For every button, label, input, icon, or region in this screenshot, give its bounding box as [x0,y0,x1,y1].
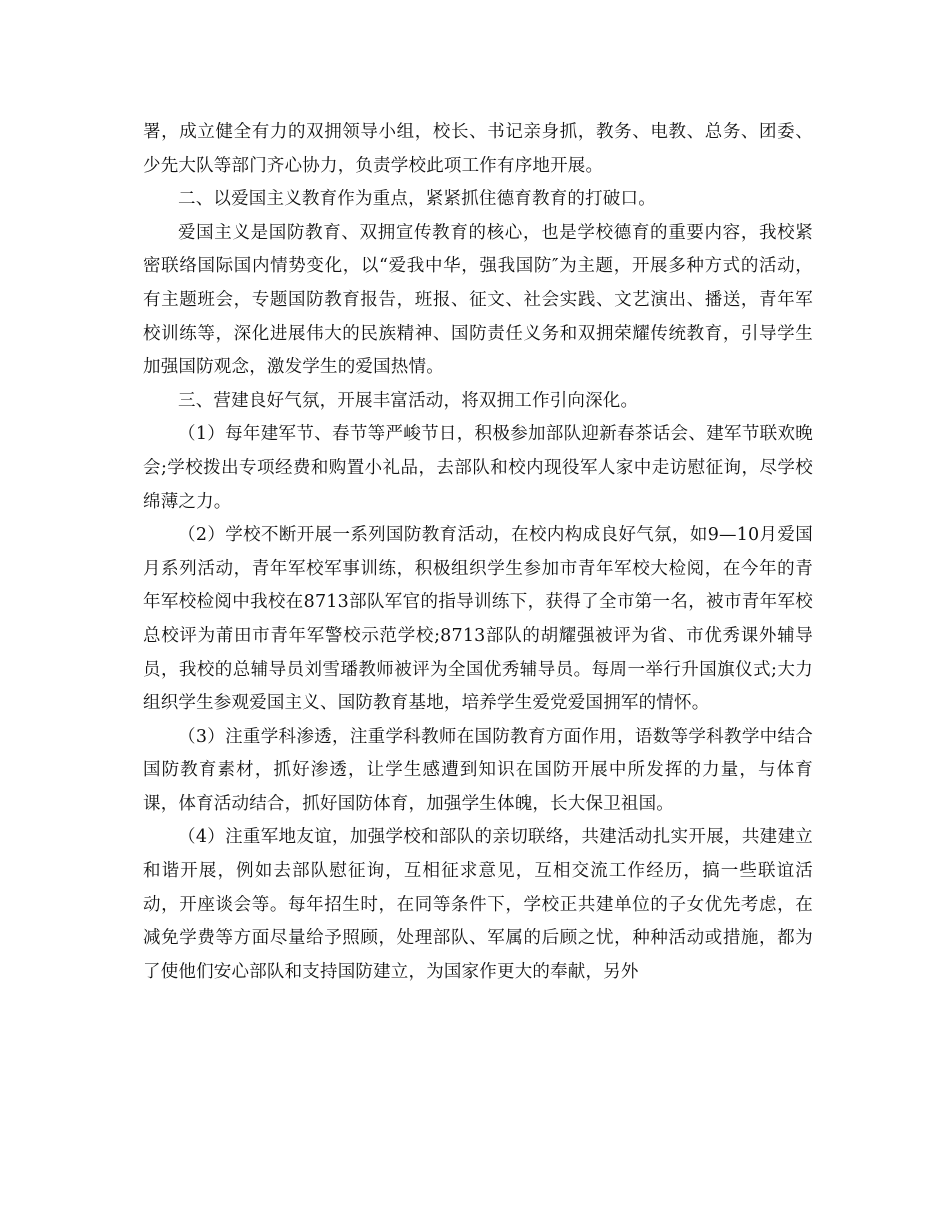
document-body [143,116,813,989]
list-item-1: （1）每年建军节、春节等严峻节日，积极参加部队迎新春茶话会、建军节联欢晚会;学校拨出专项经费和购置小礼品，去部队和校内现役军人家中走访慰征询，尽学校绵薄之力。 [143,424,813,512]
list-item-3: （3）注重学科渗透，注重学科教师在国防教育方面作用，语数等学科教学中结合国防教育素材，抓好渗透，让学生感遭到知识在国防开展中所发挥的力量，与体育课，体育活动结合，抓好国防体育，加强学生体魄，长大保卫祖国。 [143,726,813,814]
section-heading-2: 二、以爱国主义教育作为重点，紧紧抓住德育教育的打破口。 [178,189,656,210]
list-item-2: （2）学校不断开展一系列国防教育活动，在校内构成良好气氛，如9—10月爱国月系列活动，青年军校军事训练，积极组织学生参加市青年军校大检阅，在今年的青年军校检阅中我校在8713部队军官的指导训练下，获得了全市第一名，被市青年军校总校评为莆田市青年军警校示范学校;8713部队的胡耀强被评为省、市优秀课外辅导员，我校的总辅导员刘雪璠教师被评为全国优秀辅导员。每周一举行升国旗仪式;大力组织学生参观爱国主义、国防教育基地，培养学生爱党爱国拥军的情怀。 [143,525,813,714]
paragraph-patriotism: 爱国主义是国防教育、双拥宣传教育的核心，也是学校德育的重要内容，我校紧密联络国际国内情势变化，以“爱我中华，强我国防″为主题，开展多种方式的活动，有主题班会，专题国防教育报告，班报、征文、社会实践、文艺演出、播送，青年军校训练等，深化进展伟大的民族精神、国防责任义务和双拥荣耀传统教育，引导学生加强国防观念，激发学生的爱国热情。 [143,222,813,378]
list-item-4: （4）注重军地友谊，加强学校和部队的亲切联络，共建活动扎实开展，共建建立和谐开展，例如去部队慰征询，互相征求意见，互相交流工作经历，搞一些联谊活动，开座谈会等。每年招生时，在同等条件下，学校正共建单位的子女优先考虑，在减免学费等方面尽量给予照顾，处理部队、军属的后顾之忧，种种活动或措施，都为了使他们安心部队和支持国防建立，为国家作更大的奉献，另外 [143,827,813,982]
section-heading-3: 三、营建良好气氛，开展丰富活动，将双拥工作引向深化。 [178,390,639,411]
paragraph-continuation: 署，成立健全有力的双拥领导小组，校长、书记亲身抓，教务、电教、总务、团委、少先大队等部门齐心协力，负责学校此项工作有序地开展。 [143,122,813,176]
